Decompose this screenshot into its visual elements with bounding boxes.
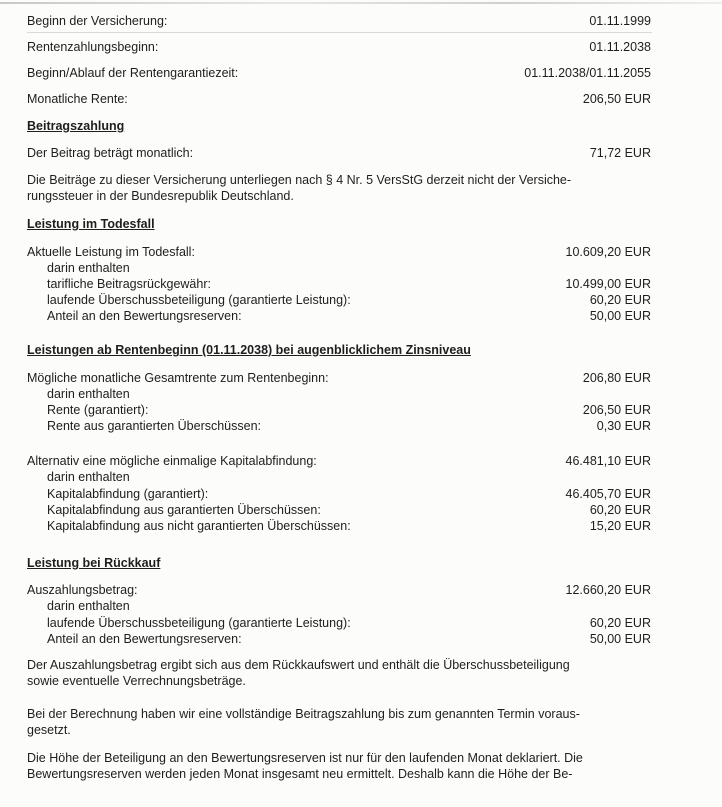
row-label: Beginn/Ablauf der Rentengarantiezeit: [27,66,239,80]
row-label: Auszahlungsbetrag: [27,583,138,597]
row-label: laufende Überschussbeteiligung (garantierte Leistung): [47,616,351,630]
row-darin-enthalten [27,260,651,276]
row-label: Beginn der Versicherung: [27,14,168,28]
row-value: 50,00 EUR [589,309,651,323]
row-value: 60,20 EUR [589,503,651,517]
row-label: Kapitalabfindung aus nicht garantierten Überschüssen: [47,519,351,533]
row-darin-enthalten [27,469,651,485]
row-rente-garantiert [27,402,651,418]
row-auszahlungsbetrag [27,582,651,598]
row-darin-enthalten [27,386,651,402]
row-rentenzahlungsbeginn [27,39,651,55]
row-kapitalabfindung [27,453,651,469]
row-label: Alternativ eine mögliche einmalige Kapitalabfindung: [27,454,317,468]
heading-rueckkauf: Leistung bei Rückkauf [27,556,161,570]
row-label: Aktuelle Leistung im Todesfall: [27,245,195,259]
row-label: Anteil an den Bewertungsreserven: [47,309,242,323]
row-label: darin enthalten [47,387,130,401]
row-label: tarifliche Beitragsrückgewähr: [47,277,211,291]
paragraph-bewertungsreserven [27,750,667,782]
row-monatliche-rente [27,91,651,107]
row-value: 12.660,20 EUR [565,583,651,597]
row-kapital-garantierte-ueberschuesse [27,502,651,518]
row-label: laufende Überschussbeteiligung (garantierte Leistung): [47,293,351,307]
row-value: 10.609,20 EUR [565,245,651,259]
row-rueckkauf-ueberschussbeteiligung [27,615,651,631]
paragraph-line: Bewertungsreserven werden jeden Monat insgesamt neu ermittelt. Deshalb kann die Höhe der Be- [27,767,573,781]
row-versicherungsbeginn [27,13,651,29]
row-value: 01.11.2038 [589,40,651,54]
row-value: 50,00 EUR [589,632,651,646]
heading-todesfall: Leistung im Todesfall [27,217,155,231]
row-gesamtrente [27,370,651,386]
row-value: 0,30 EUR [596,419,651,433]
paragraph-line: Bei der Berechnung haben wir eine vollständige Beitragszahlung bis zum genannten Termin voraus- [27,707,580,721]
row-label: Mögliche monatliche Gesamtrente zum Rentenbeginn: [27,371,329,385]
row-value: 10.499,00 EUR [565,277,651,291]
beitrag-note-line: rungssteuer in der Bundesrepublik Deutschland. [27,189,294,203]
row-value: 46.405,70 EUR [565,487,651,501]
row-label: darin enthalten [47,470,130,484]
row-label: Rente (garantiert): [47,403,149,417]
row-rente-ueberschuesse [27,418,651,434]
row-value: 206,50 EUR [582,403,651,417]
row-label: darin enthalten [47,261,130,275]
row-aktuelle-leistung [27,244,651,260]
row-label: darin enthalten [47,599,130,613]
row-label: Der Beitrag beträgt monatlich: [27,146,194,160]
row-beitragsrueckgewaehr [27,276,651,292]
beitrag-note-line: Die Beiträge zu dieser Versicherung unterliegen nach § 4 Nr. 5 VersStG derzeit nicht der Versiche- [27,173,572,187]
row-value: 01.11.1999 [589,14,651,28]
paragraph-line: gesetzt. [27,723,71,737]
heading-rentenbeginn: Leistungen ab Rentenbeginn (01.11.2038) bei augenblicklichem Zinsniveau [27,343,471,357]
row-value: 60,20 EUR [589,616,651,630]
row-label: Anteil an den Bewertungsreserven: [47,632,242,646]
row-label: Rentenzahlungsbeginn: [27,40,159,54]
paragraph-line: Der Auszahlungsbetrag ergibt sich aus dem Rückkaufswert und enthält die Überschussbeteiligung [27,658,570,672]
paragraph-line: sowie eventuelle Verrechnungsbeträge. [27,674,246,688]
paragraph-berechnung [27,706,667,738]
row-darin-enthalten [27,598,651,614]
row-kapital-garantiert [27,486,651,502]
row-label: Monatliche Rente: [27,92,128,106]
row-ueberschussbeteiligung [27,292,651,308]
paragraph-line: Die Höhe der Beteiligung an den Bewertungsreserven ist nur für den laufenden Monat deklariert. Die [27,751,583,765]
beitrag-note [27,172,667,204]
row-value: 60,20 EUR [589,293,651,307]
row-rueckkauf-bewertungsreserven [27,631,651,647]
row-value: 01.11.2038/01.11.2055 [524,66,651,80]
row-value: 206,50 EUR [582,92,651,106]
row-divider [27,32,652,33]
heading-beitragszahlung: Beitragszahlung [27,119,125,133]
row-label: Kapitalabfindung (garantiert): [47,487,209,501]
row-value: 46.481,10 EUR [565,454,651,468]
row-kapital-nicht-garantierte-ueberschuesse [27,518,651,534]
paragraph-auszahlungsbetrag [27,657,667,689]
row-value: 206,80 EUR [582,371,651,385]
row-beitrag-monatlich [27,145,651,161]
row-label: Kapitalabfindung aus garantierten Überschüssen: [47,503,321,517]
top-edge-line [0,2,722,4]
row-bewertungsreserven [27,308,651,324]
row-label: Rente aus garantierten Überschüssen: [47,419,262,433]
row-value: 15,20 EUR [589,519,651,533]
row-value: 71,72 EUR [589,146,651,160]
row-rentengarantiezeit [27,65,651,81]
